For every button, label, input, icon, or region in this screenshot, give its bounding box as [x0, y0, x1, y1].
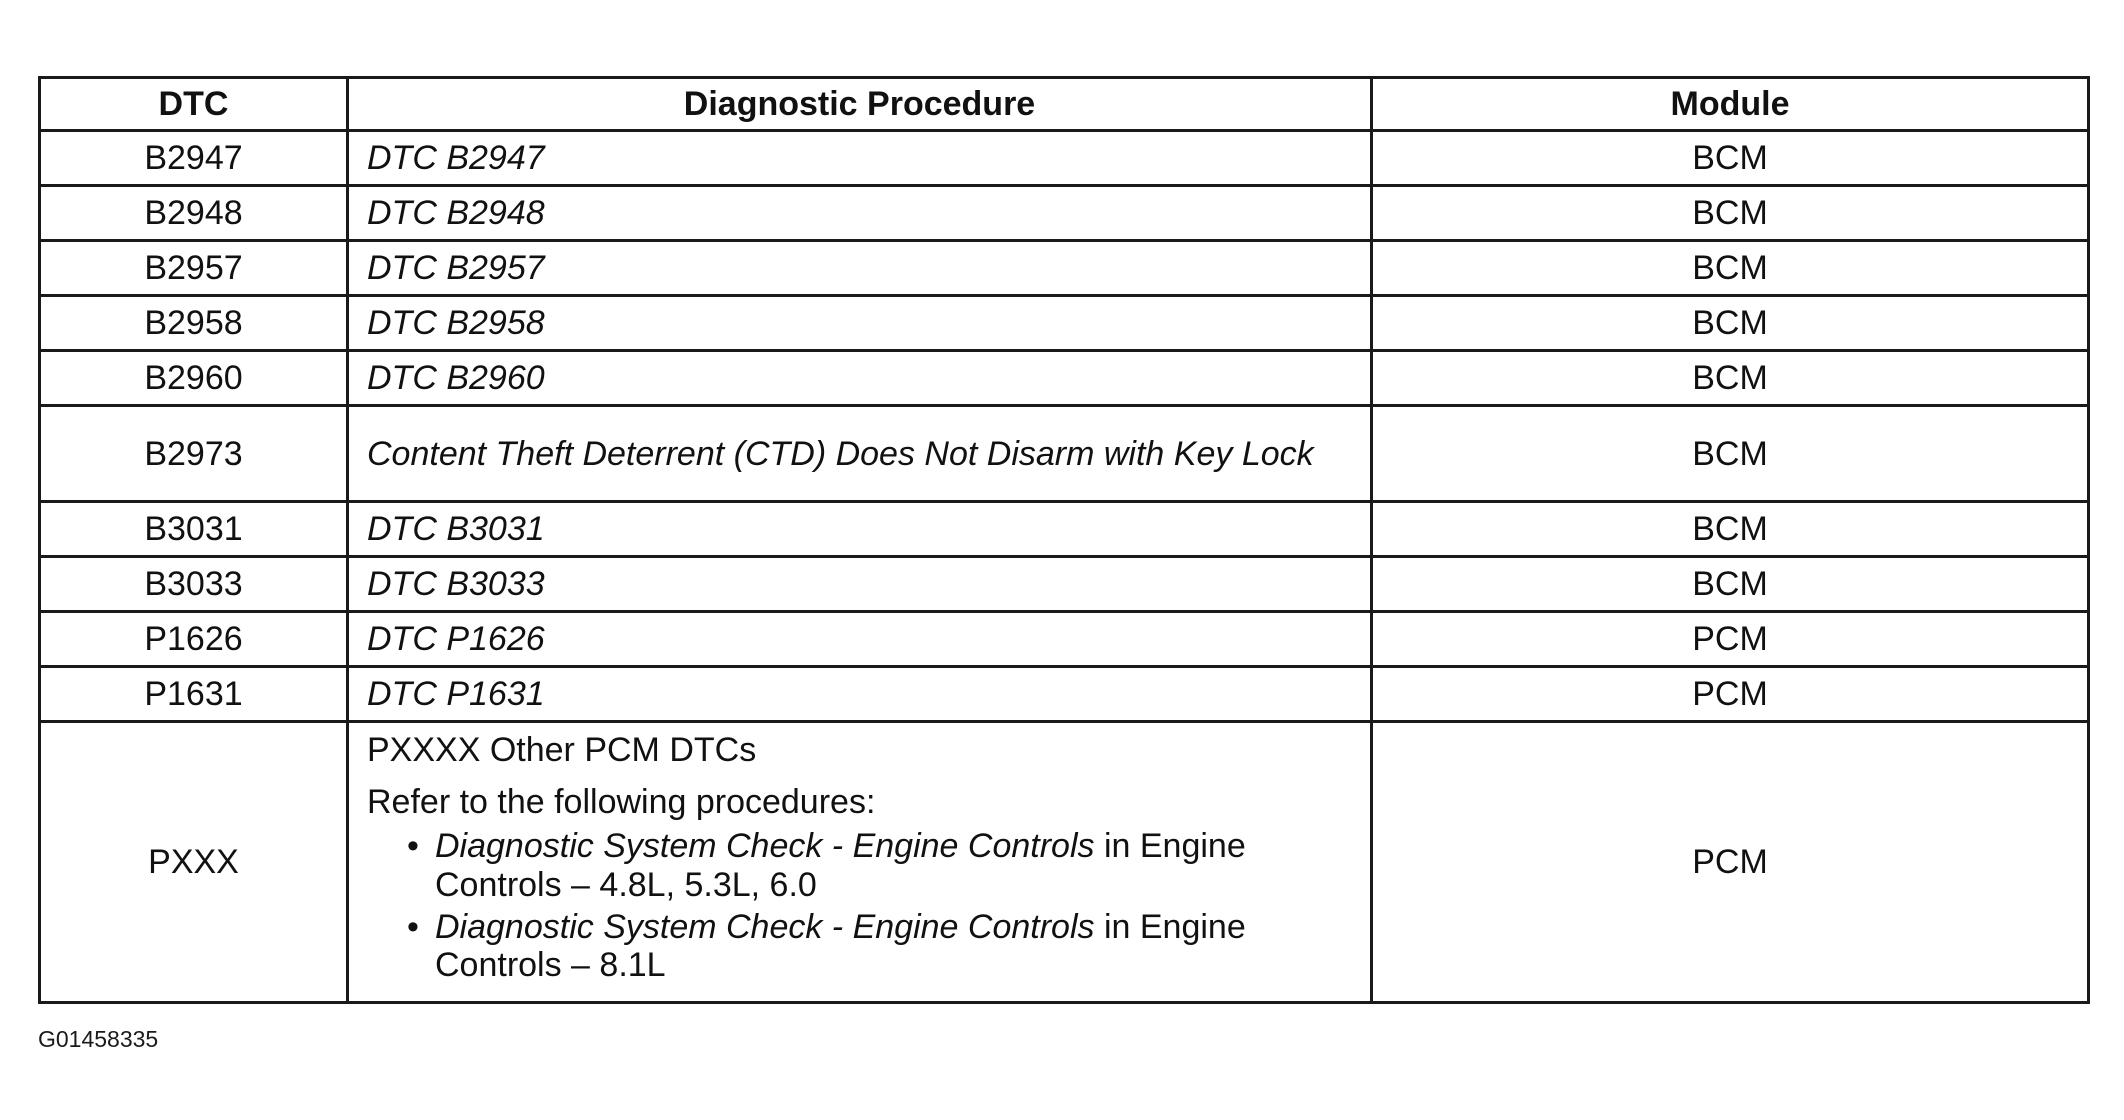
module-name: BCM: [1372, 186, 2089, 241]
dtc-code: P1631: [40, 667, 348, 722]
table-row: [40, 186, 2089, 241]
table-row: [40, 557, 2089, 612]
module-name: PCM: [1372, 667, 2089, 722]
dtc-code: PXXX: [40, 722, 348, 1003]
table-header-row: [40, 78, 2089, 131]
procedure-list-item: [407, 827, 1352, 903]
table-row: [40, 612, 2089, 667]
table-row: [40, 241, 2089, 296]
figure-id: G01458335: [38, 1026, 159, 1052]
procedure-location: in Engine Controls – 8.1L: [435, 907, 1246, 984]
procedure-link[interactable]: DTC B2947: [348, 131, 1372, 186]
dtc-code: P1626: [40, 612, 348, 667]
procedure-link[interactable]: DTC B2948: [348, 186, 1372, 241]
module-name: BCM: [1372, 296, 2089, 351]
procedure-link[interactable]: Diagnostic System Check - Engine Controls: [435, 907, 1095, 946]
procedure-link[interactable]: Diagnostic System Check - Engine Controls: [435, 827, 1095, 866]
procedure-link[interactable]: DTC P1631: [348, 667, 1372, 722]
procedure-list: [367, 827, 1352, 983]
table-row: [40, 667, 2089, 722]
dtc-code: B2960: [40, 351, 348, 406]
procedure-link[interactable]: DTC B3031: [348, 502, 1372, 557]
procedure-link[interactable]: DTC B2958: [348, 296, 1372, 351]
dtc-table: [38, 76, 2090, 1004]
module-name: BCM: [1372, 351, 2089, 406]
module-name: BCM: [1372, 241, 2089, 296]
procedure-location: in Engine Controls – 4.8L, 5.3L, 6.0: [435, 827, 1246, 904]
procedure-block-title: PXXXX Other PCM DTCs: [367, 731, 757, 770]
procedure-link[interactable]: DTC P1626: [348, 612, 1372, 667]
bullet-icon: •: [407, 907, 419, 946]
dtc-code: B2948: [40, 186, 348, 241]
module-name: BCM: [1372, 502, 2089, 557]
dtc-code: B2973: [40, 406, 348, 502]
procedure-link[interactable]: DTC B3033: [348, 557, 1372, 612]
header-module: Module: [1372, 78, 2089, 131]
procedure-link[interactable]: DTC B2960: [348, 351, 1372, 406]
module-name: BCM: [1372, 557, 2089, 612]
table-row: [40, 502, 2089, 557]
module-name: BCM: [1372, 131, 2089, 186]
module-name: PCM: [1372, 612, 2089, 667]
dtc-code: B2947: [40, 131, 348, 186]
procedure-list-item: [407, 908, 1352, 984]
module-name: BCM: [1372, 406, 2089, 502]
dtc-code: B2957: [40, 241, 348, 296]
header-dtc: DTC: [40, 78, 348, 131]
table-row: [40, 406, 2089, 502]
procedure-link[interactable]: DTC B2957: [348, 241, 1372, 296]
bullet-icon: •: [407, 827, 419, 866]
dtc-code: B3033: [40, 557, 348, 612]
module-name: PCM: [1372, 722, 2089, 1003]
procedure-block: [348, 722, 1372, 1003]
table-row: [40, 296, 2089, 351]
header-diagnostic-procedure: Diagnostic Procedure: [348, 78, 1372, 131]
table-row: [40, 131, 2089, 186]
table-row-other-pcm-dtcs: [40, 722, 2089, 1003]
dtc-code: B2958: [40, 296, 348, 351]
table-row: [40, 351, 2089, 406]
procedure-link[interactable]: Content Theft Deterrent (CTD) Does Not Disarm with Key Lock: [348, 406, 1372, 502]
procedure-block-intro: Refer to the following procedures:: [367, 783, 876, 822]
dtc-code: B3031: [40, 502, 348, 557]
